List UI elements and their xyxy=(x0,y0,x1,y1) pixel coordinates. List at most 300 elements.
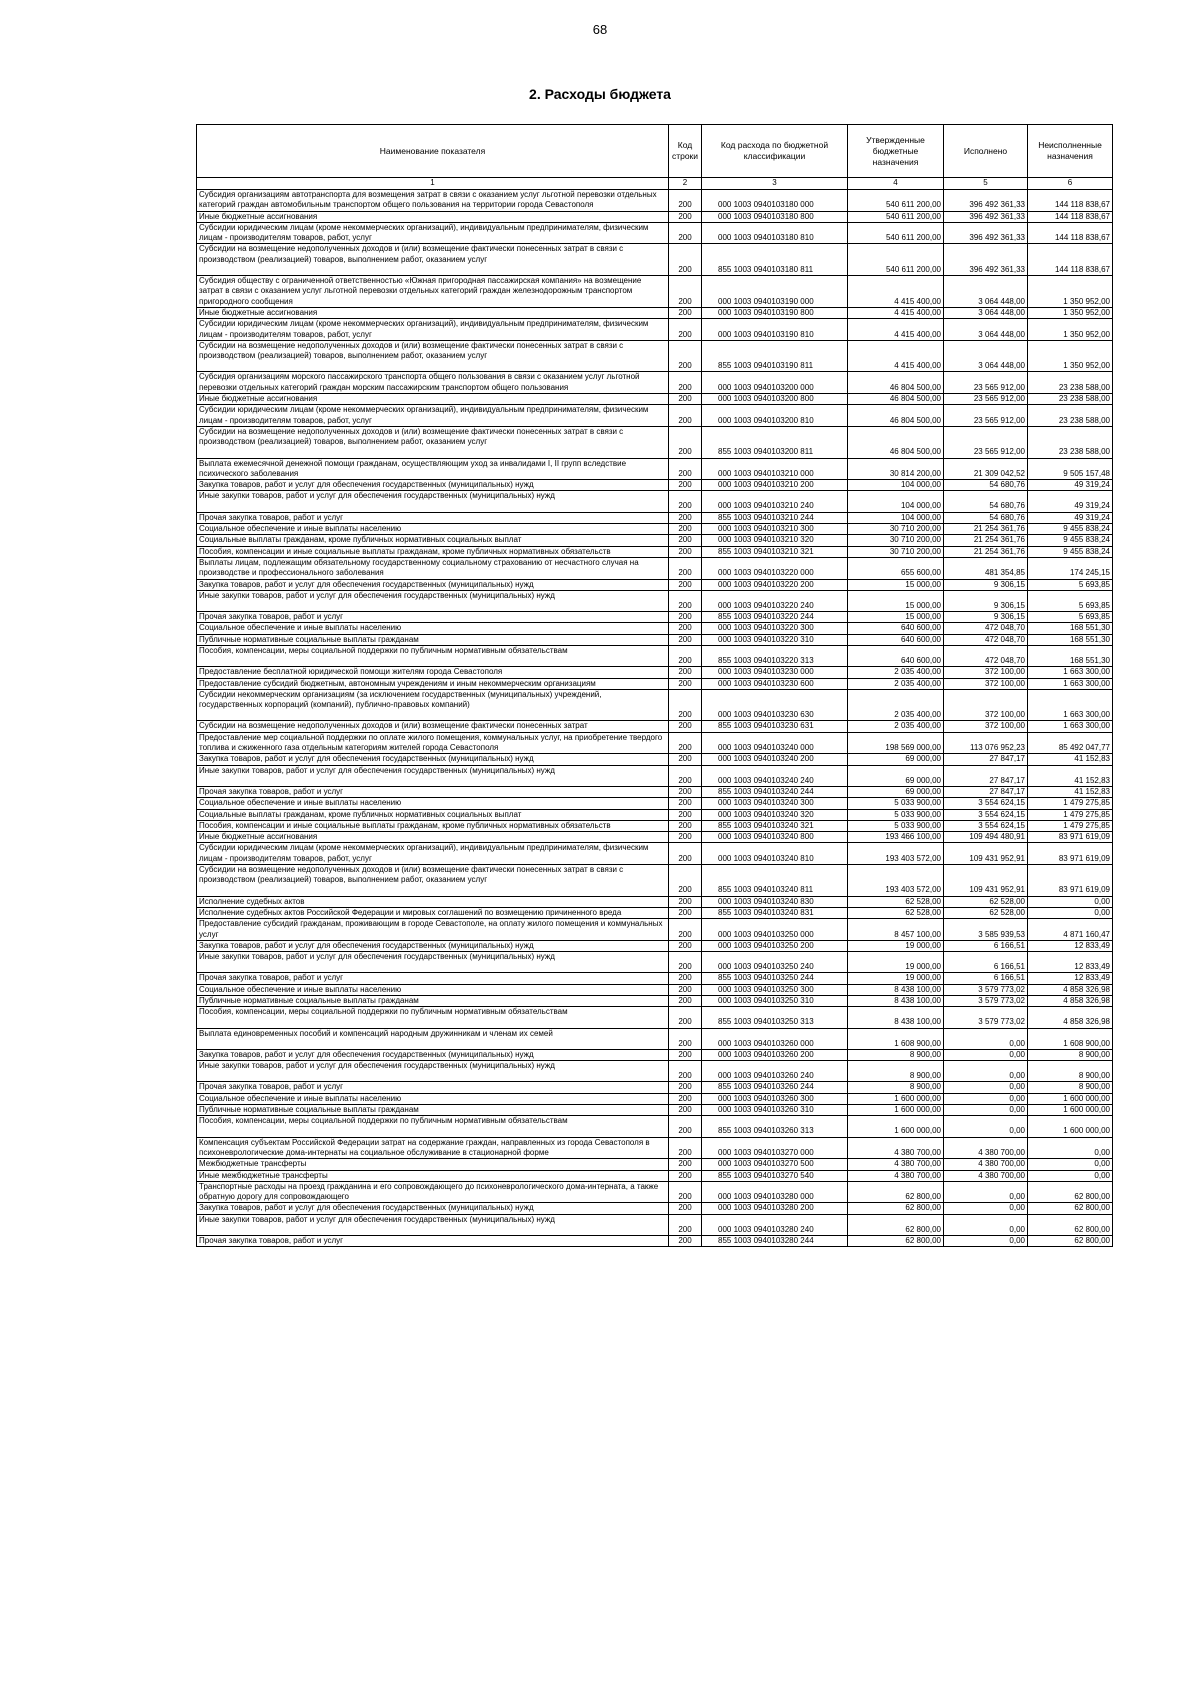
row-approved: 62 528,00 xyxy=(848,896,944,907)
row-name: Закупка товаров, работ и услуг для обеспечения государственных (муниципальных) нужд xyxy=(197,1049,669,1060)
row-line-code: 200 xyxy=(669,984,702,995)
row-approved: 104 000,00 xyxy=(848,512,944,523)
row-unexecuted: 168 551,30 xyxy=(1028,645,1113,666)
row-name: Прочая закупка товаров, работ и услуг xyxy=(197,786,669,797)
row-line-code: 200 xyxy=(669,524,702,535)
row-approved: 5 033 900,00 xyxy=(848,798,944,809)
table-row xyxy=(197,809,1113,820)
row-unexecuted: 168 551,30 xyxy=(1028,623,1113,634)
table-row xyxy=(197,940,1113,951)
row-unexecuted: 49 319,24 xyxy=(1028,480,1113,491)
table-row xyxy=(197,244,1113,276)
row-executed: 113 076 952,23 xyxy=(944,732,1028,754)
row-executed: 396 492 361,33 xyxy=(944,222,1028,244)
row-executed: 109 431 952,91 xyxy=(944,843,1028,865)
table-row xyxy=(197,689,1113,721)
table-row xyxy=(197,1007,1113,1028)
row-approved: 540 611 200,00 xyxy=(848,190,944,212)
row-line-code: 200 xyxy=(669,612,702,623)
table-row xyxy=(197,843,1113,865)
table-row xyxy=(197,579,1113,590)
row-unexecuted: 83 971 619,09 xyxy=(1028,832,1113,843)
header-approved: Утвержденные бюджетные назначения xyxy=(848,125,944,178)
row-approved: 1 600 000,00 xyxy=(848,1093,944,1104)
row-executed: 0,00 xyxy=(944,1028,1028,1049)
row-line-code: 200 xyxy=(669,1061,702,1082)
table-row xyxy=(197,480,1113,491)
row-executed: 472 048,70 xyxy=(944,623,1028,634)
table-body xyxy=(197,190,1113,1247)
row-unexecuted: 12 833,49 xyxy=(1028,952,1113,973)
row-class-code: 000 1003 0940103190 800 xyxy=(702,307,848,318)
row-unexecuted: 144 118 838,67 xyxy=(1028,190,1113,212)
row-line-code: 200 xyxy=(669,1170,702,1181)
row-name: Субсидия организациям морского пассажирского транспорта общего пользования в связи с оказанием услуг льготной перевозки отдельных категорий граждан морским пассажирским транспортом общего пользования xyxy=(197,372,669,394)
row-line-code: 200 xyxy=(669,732,702,754)
row-approved: 5 033 900,00 xyxy=(848,820,944,831)
row-unexecuted: 62 800,00 xyxy=(1028,1214,1113,1235)
row-line-code: 200 xyxy=(669,623,702,634)
row-name: Исполнение судебных актов xyxy=(197,896,669,907)
header-unexecuted: Неисполненные назначения xyxy=(1028,125,1113,178)
row-line-code: 200 xyxy=(669,211,702,222)
row-executed: 3 579 773,02 xyxy=(944,996,1028,1007)
row-executed: 23 565 912,00 xyxy=(944,426,1028,458)
row-unexecuted: 85 492 047,77 xyxy=(1028,732,1113,754)
row-executed: 21 254 361,76 xyxy=(944,535,1028,546)
row-line-code: 200 xyxy=(669,667,702,678)
row-executed: 9 306,15 xyxy=(944,612,1028,623)
row-line-code: 200 xyxy=(669,1181,702,1203)
table-header-row xyxy=(197,125,1113,178)
row-unexecuted: 144 118 838,67 xyxy=(1028,244,1113,276)
row-line-code: 200 xyxy=(669,372,702,394)
column-number: 4 xyxy=(848,178,944,190)
row-approved: 62 800,00 xyxy=(848,1203,944,1214)
row-approved: 30 710 200,00 xyxy=(848,535,944,546)
row-class-code: 000 1003 0940103230 630 xyxy=(702,689,848,721)
table-row xyxy=(197,907,1113,918)
row-name: Субсидии некоммерческим организациям (за исключением государственных (муниципальных) учреждений, государственных корпораций (компаний), публично-правовых компаний) xyxy=(197,689,669,721)
row-line-code: 200 xyxy=(669,645,702,666)
row-unexecuted: 1 350 952,00 xyxy=(1028,307,1113,318)
row-class-code: 855 1003 0940103180 811 xyxy=(702,244,848,276)
row-line-code: 200 xyxy=(669,546,702,557)
row-class-code: 000 1003 0940103210 000 xyxy=(702,458,848,480)
row-line-code: 200 xyxy=(669,590,702,611)
row-line-code: 200 xyxy=(669,491,702,512)
row-executed: 6 166,51 xyxy=(944,952,1028,973)
row-unexecuted: 1 663 300,00 xyxy=(1028,667,1113,678)
header-class-code: Код расхода по бюджетной классификации xyxy=(702,125,848,178)
row-executed: 372 100,00 xyxy=(944,667,1028,678)
column-number-row xyxy=(197,178,1113,190)
row-class-code: 000 1003 0940103240 200 xyxy=(702,754,848,765)
row-unexecuted: 9 455 838,24 xyxy=(1028,524,1113,535)
row-approved: 540 611 200,00 xyxy=(848,211,944,222)
row-unexecuted: 23 238 588,00 xyxy=(1028,394,1113,405)
row-unexecuted: 0,00 xyxy=(1028,1137,1113,1159)
table-row xyxy=(197,1236,1113,1247)
row-unexecuted: 0,00 xyxy=(1028,907,1113,918)
table-row xyxy=(197,786,1113,797)
row-name: Закупка товаров, работ и услуг для обеспечения государственных (муниципальных) нужд xyxy=(197,754,669,765)
row-approved: 193 403 572,00 xyxy=(848,865,944,897)
row-line-code: 200 xyxy=(669,1203,702,1214)
row-approved: 8 900,00 xyxy=(848,1061,944,1082)
row-approved: 1 600 000,00 xyxy=(848,1105,944,1116)
column-number: 6 xyxy=(1028,178,1113,190)
row-executed: 3 064 448,00 xyxy=(944,276,1028,308)
row-name: Иные закупки товаров, работ и услуг для обеспечения государственных (муниципальных) нужд xyxy=(197,590,669,611)
row-name: Предоставление мер социальной поддержки по оплате жилого помещения, коммунальных услуг, на приобретение твердого топлива и сжиженного газа отдельным категориям жителей города Севастополя xyxy=(197,732,669,754)
row-line-code: 200 xyxy=(669,765,702,786)
row-executed: 54 680,76 xyxy=(944,491,1028,512)
row-executed: 3 064 448,00 xyxy=(944,340,1028,372)
row-executed: 396 492 361,33 xyxy=(944,211,1028,222)
table-row xyxy=(197,919,1113,941)
table-row xyxy=(197,1105,1113,1116)
table-row xyxy=(197,765,1113,786)
row-unexecuted: 23 238 588,00 xyxy=(1028,372,1113,394)
row-name: Субсидии на возмещение недополученных доходов и (или) возмещение фактически понесенных затрат в связи с производством (реализацией) товаров, выполнением работ, оказанием услуг xyxy=(197,865,669,897)
row-line-code: 200 xyxy=(669,896,702,907)
table-row xyxy=(197,557,1113,579)
row-approved: 104 000,00 xyxy=(848,491,944,512)
table-row xyxy=(197,1116,1113,1137)
header-name: Наименование показателя xyxy=(197,125,669,178)
table-row xyxy=(197,372,1113,394)
table-row xyxy=(197,1159,1113,1170)
row-class-code: 000 1003 0940103240 320 xyxy=(702,809,848,820)
row-line-code: 200 xyxy=(669,832,702,843)
row-approved: 46 804 500,00 xyxy=(848,426,944,458)
row-executed: 0,00 xyxy=(944,1049,1028,1060)
table-row xyxy=(197,222,1113,244)
row-executed: 0,00 xyxy=(944,1061,1028,1082)
row-line-code: 200 xyxy=(669,1082,702,1093)
row-name: Публичные нормативные социальные выплаты гражданам xyxy=(197,1105,669,1116)
row-name: Прочая закупка товаров, работ и услуг xyxy=(197,973,669,984)
row-executed: 23 565 912,00 xyxy=(944,394,1028,405)
table-row xyxy=(197,798,1113,809)
row-class-code: 000 1003 0940103240 000 xyxy=(702,732,848,754)
row-name: Социальные выплаты гражданам, кроме публичных нормативных социальных выплат xyxy=(197,535,669,546)
row-line-code: 200 xyxy=(669,1159,702,1170)
row-unexecuted: 0,00 xyxy=(1028,1159,1113,1170)
row-class-code: 000 1003 0940103250 000 xyxy=(702,919,848,941)
row-executed: 372 100,00 xyxy=(944,678,1028,689)
row-executed: 62 528,00 xyxy=(944,907,1028,918)
row-executed: 9 306,15 xyxy=(944,590,1028,611)
row-name: Пособия, компенсации и иные социальные выплаты гражданам, кроме публичных нормативных обязательств xyxy=(197,820,669,831)
row-class-code: 855 1003 0940103240 811 xyxy=(702,865,848,897)
row-line-code: 200 xyxy=(669,1236,702,1247)
row-class-code: 000 1003 0940103240 300 xyxy=(702,798,848,809)
row-executed: 3 579 773,02 xyxy=(944,1007,1028,1028)
row-executed: 4 380 700,00 xyxy=(944,1159,1028,1170)
row-name: Пособия, компенсации, меры социальной поддержки по публичным нормативным обязательствам xyxy=(197,1116,669,1137)
row-unexecuted: 1 663 300,00 xyxy=(1028,678,1113,689)
row-approved: 104 000,00 xyxy=(848,480,944,491)
column-number: 5 xyxy=(944,178,1028,190)
row-name: Иные бюджетные ассигнования xyxy=(197,832,669,843)
row-executed: 396 492 361,33 xyxy=(944,244,1028,276)
row-unexecuted: 1 350 952,00 xyxy=(1028,340,1113,372)
table-row xyxy=(197,512,1113,523)
row-unexecuted: 9 455 838,24 xyxy=(1028,546,1113,557)
row-line-code: 200 xyxy=(669,426,702,458)
row-approved: 198 569 000,00 xyxy=(848,732,944,754)
row-executed: 23 565 912,00 xyxy=(944,405,1028,427)
row-line-code: 200 xyxy=(669,190,702,212)
row-line-code: 200 xyxy=(669,579,702,590)
row-name: Социальное обеспечение и иные выплаты населению xyxy=(197,1093,669,1104)
row-approved: 2 035 400,00 xyxy=(848,689,944,721)
row-class-code: 000 1003 0940103250 200 xyxy=(702,940,848,951)
row-name: Прочая закупка товаров, работ и услуг xyxy=(197,512,669,523)
row-class-code: 000 1003 0940103180 800 xyxy=(702,211,848,222)
row-approved: 19 000,00 xyxy=(848,973,944,984)
row-name: Субсидии на возмещение недополученных доходов и (или) возмещение фактически понесенных затрат в связи с производством (реализацией) товаров, выполнением работ, оказанием услуг xyxy=(197,340,669,372)
row-executed: 472 048,70 xyxy=(944,634,1028,645)
row-unexecuted: 4 858 326,98 xyxy=(1028,1007,1113,1028)
row-unexecuted: 144 118 838,67 xyxy=(1028,222,1113,244)
row-approved: 4 380 700,00 xyxy=(848,1170,944,1181)
row-executed: 481 354,85 xyxy=(944,557,1028,579)
row-unexecuted: 4 858 326,98 xyxy=(1028,984,1113,995)
row-unexecuted: 4 871 160,47 xyxy=(1028,919,1113,941)
row-unexecuted: 1 663 300,00 xyxy=(1028,689,1113,721)
row-approved: 2 035 400,00 xyxy=(848,721,944,732)
row-name: Пособия, компенсации и иные социальные выплаты гражданам, кроме публичных нормативных обязательств xyxy=(197,546,669,557)
row-name: Предоставление субсидий гражданам, проживающим в городе Севастополе, на оплату жилого помещения и коммунальных услуг xyxy=(197,919,669,941)
row-approved: 8 900,00 xyxy=(848,1082,944,1093)
row-approved: 8 438 100,00 xyxy=(848,996,944,1007)
row-name: Субсидии юридическим лицам (кроме некоммерческих организаций), индивидуальным предпринимателям, физическим лицам - производителям товаров, работ, услуг xyxy=(197,319,669,341)
row-name: Субсидии юридическим лицам (кроме некоммерческих организаций), индивидуальным предпринимателям, физическим лицам - производителям товаров, работ, услуг xyxy=(197,222,669,244)
row-executed: 109 494 480,91 xyxy=(944,832,1028,843)
row-line-code: 200 xyxy=(669,1049,702,1060)
row-approved: 193 466 100,00 xyxy=(848,832,944,843)
row-class-code: 000 1003 0940103240 240 xyxy=(702,765,848,786)
table-row xyxy=(197,984,1113,995)
row-approved: 640 600,00 xyxy=(848,623,944,634)
row-line-code: 200 xyxy=(669,1214,702,1235)
row-unexecuted: 9 505 157,48 xyxy=(1028,458,1113,480)
table-row xyxy=(197,1093,1113,1104)
row-class-code: 000 1003 0940103220 310 xyxy=(702,634,848,645)
row-approved: 2 035 400,00 xyxy=(848,678,944,689)
row-executed: 4 380 700,00 xyxy=(944,1170,1028,1181)
row-unexecuted: 1 479 275,85 xyxy=(1028,809,1113,820)
row-unexecuted: 5 693,85 xyxy=(1028,612,1113,623)
row-approved: 30 710 200,00 xyxy=(848,524,944,535)
row-line-code: 200 xyxy=(669,820,702,831)
row-name: Субсидии юридическим лицам (кроме некоммерческих организаций), индивидуальным предпринимателям, физическим лицам - производителям товаров, работ, услуг xyxy=(197,405,669,427)
table-row xyxy=(197,1203,1113,1214)
row-name: Иные закупки товаров, работ и услуг для обеспечения государственных (муниципальных) нужд xyxy=(197,765,669,786)
row-name: Социальное обеспечение и иные выплаты населению xyxy=(197,524,669,535)
row-name: Транспортные расходы на проезд гражданина и его сопровождающего до психоневрологического дома-интерната, а также обратную дорогу для сопровождающего xyxy=(197,1181,669,1203)
row-class-code: 855 1003 0940103270 540 xyxy=(702,1170,848,1181)
row-executed: 62 528,00 xyxy=(944,896,1028,907)
row-approved: 69 000,00 xyxy=(848,754,944,765)
row-class-code: 000 1003 0940103250 240 xyxy=(702,952,848,973)
row-class-code: 855 1003 0940103220 313 xyxy=(702,645,848,666)
row-name: Субсидия обществу с ограниченной ответственностью «Южная пригородная пассажирская компания» на возмещение затрат в связи с оказанием услуг льготной перевозки отдельных категорий граждан железнодорожным транспортом пригородного сообщения xyxy=(197,276,669,308)
row-class-code: 855 1003 0940103260 313 xyxy=(702,1116,848,1137)
row-unexecuted: 1 479 275,85 xyxy=(1028,798,1113,809)
table-row xyxy=(197,1061,1113,1082)
row-unexecuted: 62 800,00 xyxy=(1028,1181,1113,1203)
row-name: Публичные нормативные социальные выплаты гражданам xyxy=(197,634,669,645)
row-approved: 15 000,00 xyxy=(848,590,944,611)
row-executed: 0,00 xyxy=(944,1093,1028,1104)
row-executed: 372 100,00 xyxy=(944,689,1028,721)
row-line-code: 200 xyxy=(669,907,702,918)
row-executed: 3 064 448,00 xyxy=(944,307,1028,318)
row-class-code: 855 1003 0940103210 321 xyxy=(702,546,848,557)
table-row xyxy=(197,996,1113,1007)
table-row xyxy=(197,667,1113,678)
row-unexecuted: 1 600 000,00 xyxy=(1028,1116,1113,1137)
row-executed: 3 064 448,00 xyxy=(944,319,1028,341)
row-class-code: 000 1003 0940103180 000 xyxy=(702,190,848,212)
row-name: Иные бюджетные ассигнования xyxy=(197,307,669,318)
row-approved: 655 600,00 xyxy=(848,557,944,579)
row-executed: 9 306,15 xyxy=(944,579,1028,590)
row-unexecuted: 1 663 300,00 xyxy=(1028,721,1113,732)
row-executed: 3 579 773,02 xyxy=(944,984,1028,995)
row-approved: 4 415 400,00 xyxy=(848,307,944,318)
row-approved: 8 457 100,00 xyxy=(848,919,944,941)
table-row xyxy=(197,276,1113,308)
row-line-code: 200 xyxy=(669,1028,702,1049)
row-class-code: 855 1003 0940103240 244 xyxy=(702,786,848,797)
table-row xyxy=(197,634,1113,645)
row-line-code: 200 xyxy=(669,952,702,973)
row-name: Пособия, компенсации, меры социальной поддержки по публичным нормативным обязательствам xyxy=(197,645,669,666)
table-row xyxy=(197,340,1113,372)
row-approved: 8 900,00 xyxy=(848,1049,944,1060)
table-row xyxy=(197,645,1113,666)
row-executed: 6 166,51 xyxy=(944,973,1028,984)
row-name: Исполнение судебных актов Российской Федерации и мировых соглашений по возмещению причиненного вреда xyxy=(197,907,669,918)
row-unexecuted: 1 608 900,00 xyxy=(1028,1028,1113,1049)
row-unexecuted: 0,00 xyxy=(1028,896,1113,907)
row-unexecuted: 49 319,24 xyxy=(1028,491,1113,512)
row-unexecuted: 41 152,83 xyxy=(1028,754,1113,765)
table-row xyxy=(197,754,1113,765)
row-approved: 30 814 200,00 xyxy=(848,458,944,480)
row-unexecuted: 41 152,83 xyxy=(1028,786,1113,797)
row-name: Межбюджетные трансферты xyxy=(197,1159,669,1170)
row-line-code: 200 xyxy=(669,809,702,820)
row-name: Субсидии на возмещение недополученных доходов и (или) возмещение фактически понесенных затрат в связи с производством (реализацией) товаров, выполнением работ, оказанием услуг xyxy=(197,244,669,276)
row-approved: 62 800,00 xyxy=(848,1214,944,1235)
row-approved: 2 035 400,00 xyxy=(848,667,944,678)
row-executed: 21 254 361,76 xyxy=(944,524,1028,535)
row-approved: 540 611 200,00 xyxy=(848,244,944,276)
row-unexecuted: 23 238 588,00 xyxy=(1028,426,1113,458)
row-line-code: 200 xyxy=(669,919,702,941)
row-class-code: 000 1003 0940103260 240 xyxy=(702,1061,848,1082)
row-executed: 27 847,17 xyxy=(944,786,1028,797)
row-executed: 396 492 361,33 xyxy=(944,190,1028,212)
row-class-code: 000 1003 0940103200 810 xyxy=(702,405,848,427)
row-class-code: 855 1003 0940103200 811 xyxy=(702,426,848,458)
row-class-code: 000 1003 0940103230 600 xyxy=(702,678,848,689)
row-class-code: 000 1003 0940103200 000 xyxy=(702,372,848,394)
section-title: 2. Расходы бюджета xyxy=(529,86,671,102)
row-class-code: 000 1003 0940103220 240 xyxy=(702,590,848,611)
row-class-code: 000 1003 0940103240 800 xyxy=(702,832,848,843)
row-executed: 4 380 700,00 xyxy=(944,1137,1028,1159)
row-class-code: 000 1003 0940103190 810 xyxy=(702,319,848,341)
row-unexecuted: 4 858 326,98 xyxy=(1028,996,1113,1007)
row-unexecuted: 23 238 588,00 xyxy=(1028,405,1113,427)
row-line-code: 200 xyxy=(669,319,702,341)
row-approved: 4 380 700,00 xyxy=(848,1159,944,1170)
table-row xyxy=(197,1082,1113,1093)
row-approved: 15 000,00 xyxy=(848,579,944,590)
row-line-code: 200 xyxy=(669,535,702,546)
row-unexecuted: 1 600 000,00 xyxy=(1028,1093,1113,1104)
row-unexecuted: 62 800,00 xyxy=(1028,1236,1113,1247)
row-line-code: 200 xyxy=(669,307,702,318)
row-name: Социальное обеспечение и иные выплаты населению xyxy=(197,984,669,995)
row-name: Субсидии юридическим лицам (кроме некоммерческих организаций), индивидуальным предпринимателям, физическим лицам - производителям товаров, работ, услуг xyxy=(197,843,669,865)
row-class-code: 855 1003 0940103220 244 xyxy=(702,612,848,623)
row-executed: 0,00 xyxy=(944,1214,1028,1235)
row-unexecuted: 41 152,83 xyxy=(1028,765,1113,786)
table-row xyxy=(197,546,1113,557)
row-line-code: 200 xyxy=(669,394,702,405)
table-row xyxy=(197,491,1113,512)
row-line-code: 200 xyxy=(669,689,702,721)
row-line-code: 200 xyxy=(669,512,702,523)
row-executed: 0,00 xyxy=(944,1181,1028,1203)
row-class-code: 000 1003 0940103200 800 xyxy=(702,394,848,405)
row-name: Иные закупки товаров, работ и услуг для обеспечения государственных (муниципальных) нужд xyxy=(197,1061,669,1082)
table-row xyxy=(197,1181,1113,1203)
row-name: Выплата ежемесячной денежной помощи гражданам, осуществляющим уход за инвалидами I, II групп вследствие психического заболевания xyxy=(197,458,669,480)
row-line-code: 200 xyxy=(669,276,702,308)
row-line-code: 200 xyxy=(669,786,702,797)
row-class-code: 000 1003 0940103270 000 xyxy=(702,1137,848,1159)
row-approved: 69 000,00 xyxy=(848,765,944,786)
row-line-code: 200 xyxy=(669,865,702,897)
row-approved: 62 528,00 xyxy=(848,907,944,918)
row-name: Закупка товаров, работ и услуг для обеспечения государственных (муниципальных) нужд xyxy=(197,480,669,491)
row-class-code: 000 1003 0940103250 300 xyxy=(702,984,848,995)
row-class-code: 855 1003 0940103230 631 xyxy=(702,721,848,732)
row-class-code: 855 1003 0940103250 313 xyxy=(702,1007,848,1028)
table-row xyxy=(197,612,1113,623)
row-approved: 5 033 900,00 xyxy=(848,809,944,820)
row-executed: 6 166,51 xyxy=(944,940,1028,951)
row-line-code: 200 xyxy=(669,458,702,480)
row-class-code: 000 1003 0940103280 240 xyxy=(702,1214,848,1235)
table-row xyxy=(197,623,1113,634)
row-approved: 8 438 100,00 xyxy=(848,984,944,995)
row-name: Социальное обеспечение и иные выплаты населению xyxy=(197,798,669,809)
row-executed: 3 585 939,53 xyxy=(944,919,1028,941)
expenses-table xyxy=(196,124,1113,1247)
row-class-code: 000 1003 0940103190 000 xyxy=(702,276,848,308)
row-approved: 62 800,00 xyxy=(848,1236,944,1247)
